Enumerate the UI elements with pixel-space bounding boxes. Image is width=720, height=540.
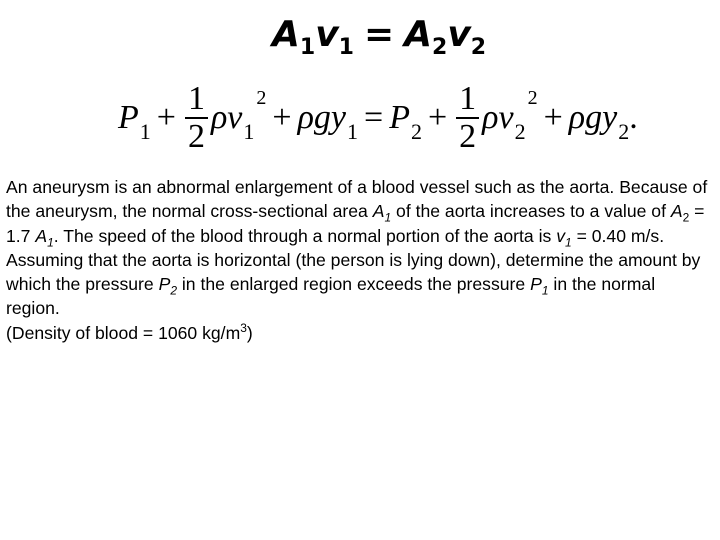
half-fraction-2: $\frac{1}{2}$ [456, 81, 479, 155]
continuity-equation [272, 14, 486, 60]
symbol-p2: P [389, 99, 410, 136]
bernoulli-equation: P 1 + $\frac{1}{2}$ ρ v 1 2 + ρgy 1 = P 2 + $\frac{1}{2}$ ρ v 2 2 + ρgy 2 . [118, 80, 638, 155]
symbol-v2: $v_2$ [447, 14, 487, 60]
equals-sign: = [363, 14, 395, 55]
symbol-v1: $v_1$ [315, 14, 354, 60]
problem-statement [6, 175, 712, 345]
problem-paragraph: An aneurysm is an abnormal enlargement of a blood vessel such as the aorta. Because of the aneurysm, the normal cross-sectional area $A_1$ of the aorta increases to a value of $A_2 = 1.7$ $A_1$. The speed of the blood through a normal portion of the aorta is $v_1 = 0.40$ m/s. Assuming that the aorta is horizontal (the person is lying down), determine the amount by which the pressure $P_2$ in the enlarged region exceeds the pressure $P_1$ in the normal region. [6, 177, 708, 319]
half-fraction: $\frac{1}{2}$ [185, 81, 208, 155]
symbol-p1: P [118, 99, 139, 136]
equals-sign-2: = [364, 99, 384, 136]
density-note: (Density of blood = 1060 $kg/m^3$) [6, 320, 253, 343]
symbol-a1: $A_1$ [272, 14, 316, 60]
symbol-a2: $A_2$ [404, 14, 448, 60]
